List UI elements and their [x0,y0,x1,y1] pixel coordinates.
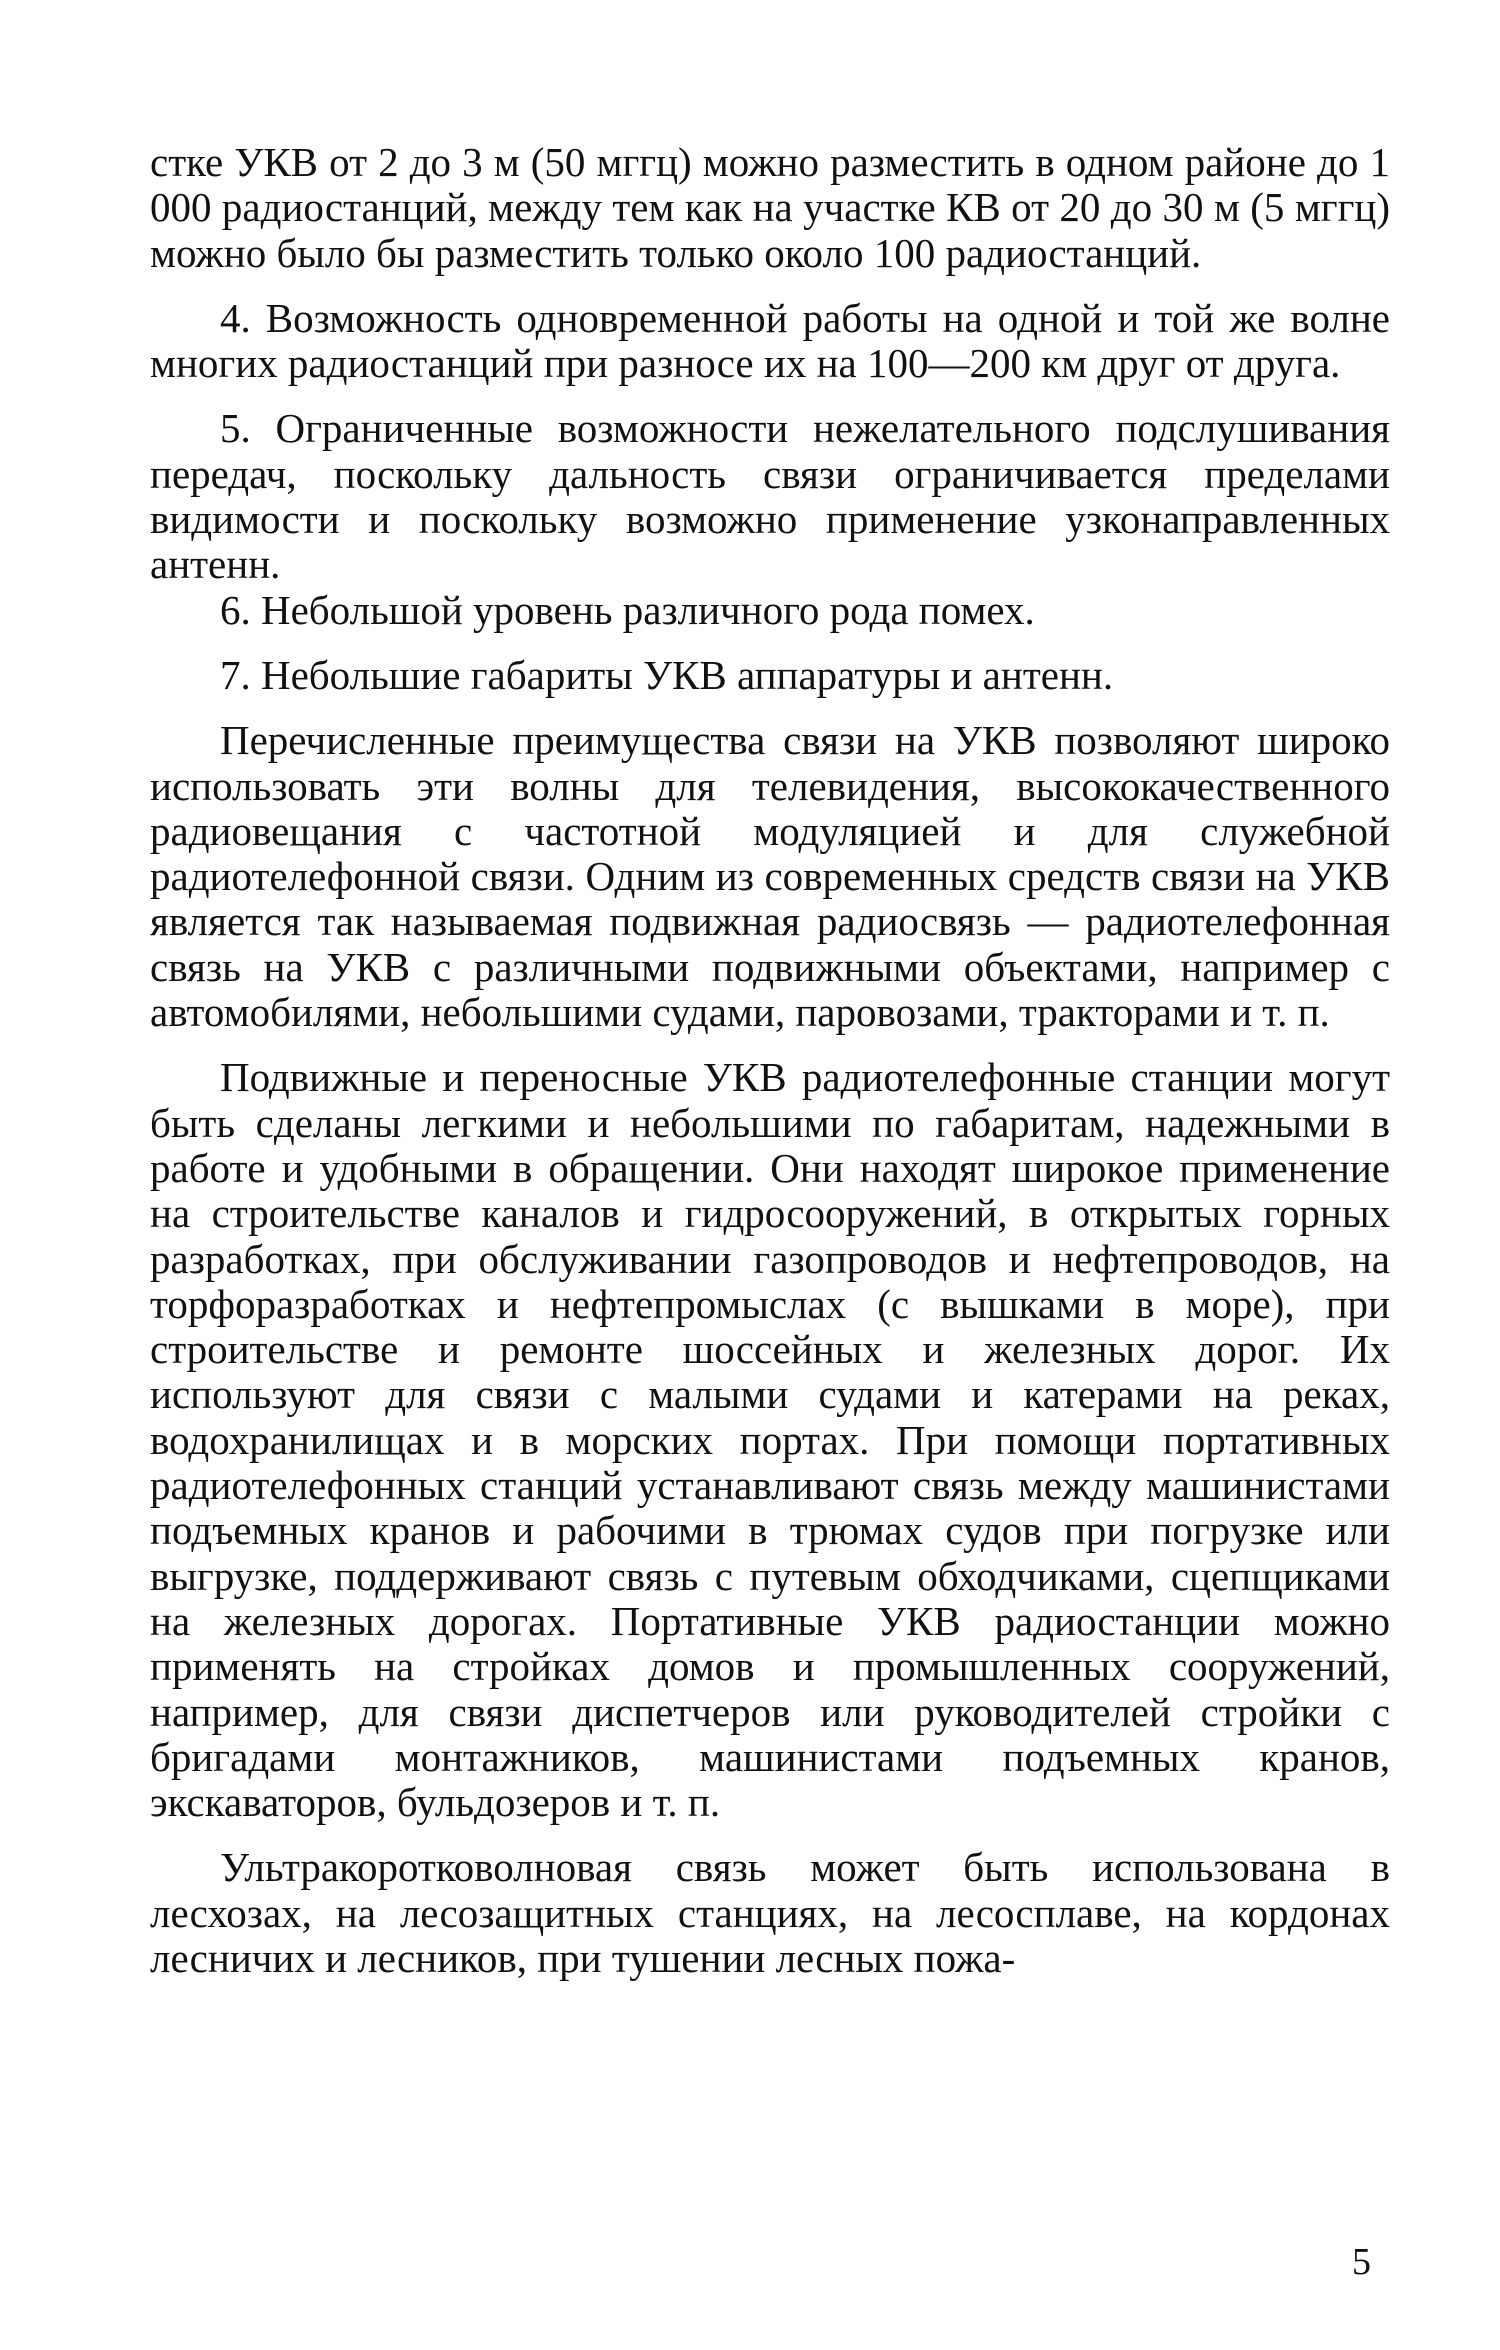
list-item-6: 6. Небольшой уровень различного рода помех. [220,586,1035,633]
list-item-7: 7. Небольшие габариты УКВ аппаратуры и антенн. [220,651,1114,698]
paragraph-mobile-stations: Подвижные и переносные УКВ радиотелефонные станции могут быть сделаны легкими и небольшими по габаритам, надежными в работе и удобными в обращении. Они находят широкое применение на строительстве каналов и гидросооружений, в открытых горных разработках, при обслуживании газопроводов и нефтепроводов, на торфоразработках и нефтепромыслах (с вышками в море), при строительстве и ремонте шоссейных и железных дорог. Их используют для связи с малыми судами и катерами на реках, водохранилищах и в морских портах. При помощи портативных радиотелефонных станций устанавливают связь между машинистами подъемных кранов и рабочими в трюмах судов при погрузке или выгрузке, поддерживают связь с путевым обходчиками, сцепщиками на железных дорогах. Портативные УКВ радиостанции можно применять на стройках домов и промышленных сооружений, например, для связи диспетчеров или руководителей стройки с бригадами монтажников, машинистами подъемных кранов, экскаваторов, бульдозеров и т. п. [150,1054,1390,1826]
list-item-5: 5. Ограниченные возможности нежелательного подслушивания передач, поскольку дальность связи ограничивается пределами видимости и поскольку возможно применение узконаправленных антенн. [150,405,1390,588]
page-body [150,140,1390,1981]
list-item-4: 4. Возможность одновременной работы на одной и той же волне многих радиостанций при разносе их на 100—200 км друг от друга. [150,294,1390,387]
paragraph-continuation: стке УКВ от 2 до 3 м (50 мггц) можно разместить в одном районе до 1 000 радиостанций, между тем как на участке КВ от 20 до 30 м (5 мггц) можно было бы разместить только около 100 радиостанций. [150,139,1390,276]
page-number: 5 [1352,2241,1371,2283]
paragraph-advantages: Перечисленные преимущества связи на УКВ позволяют широко использовать эти волны для телевидения, высококачественного радиовещания с частотной модуляцией и для служебной радиотелефонной связи. Одним из современных средств связи на УКВ является так называемая подвижная радиосвязь — радиотелефонная связь на УКВ с различными подвижными объектами, например с автомобилями, небольшими судами, паровозами, тракторами и т. п. [150,717,1390,1036]
paragraph-forestry: Ультракоротковолновая связь может быть использована в лесхозах, на лесозащитных станциях, на лесосплаве, на кордонах лесничих и лесников, при тушении лесных пожа- [150,1844,1390,1981]
